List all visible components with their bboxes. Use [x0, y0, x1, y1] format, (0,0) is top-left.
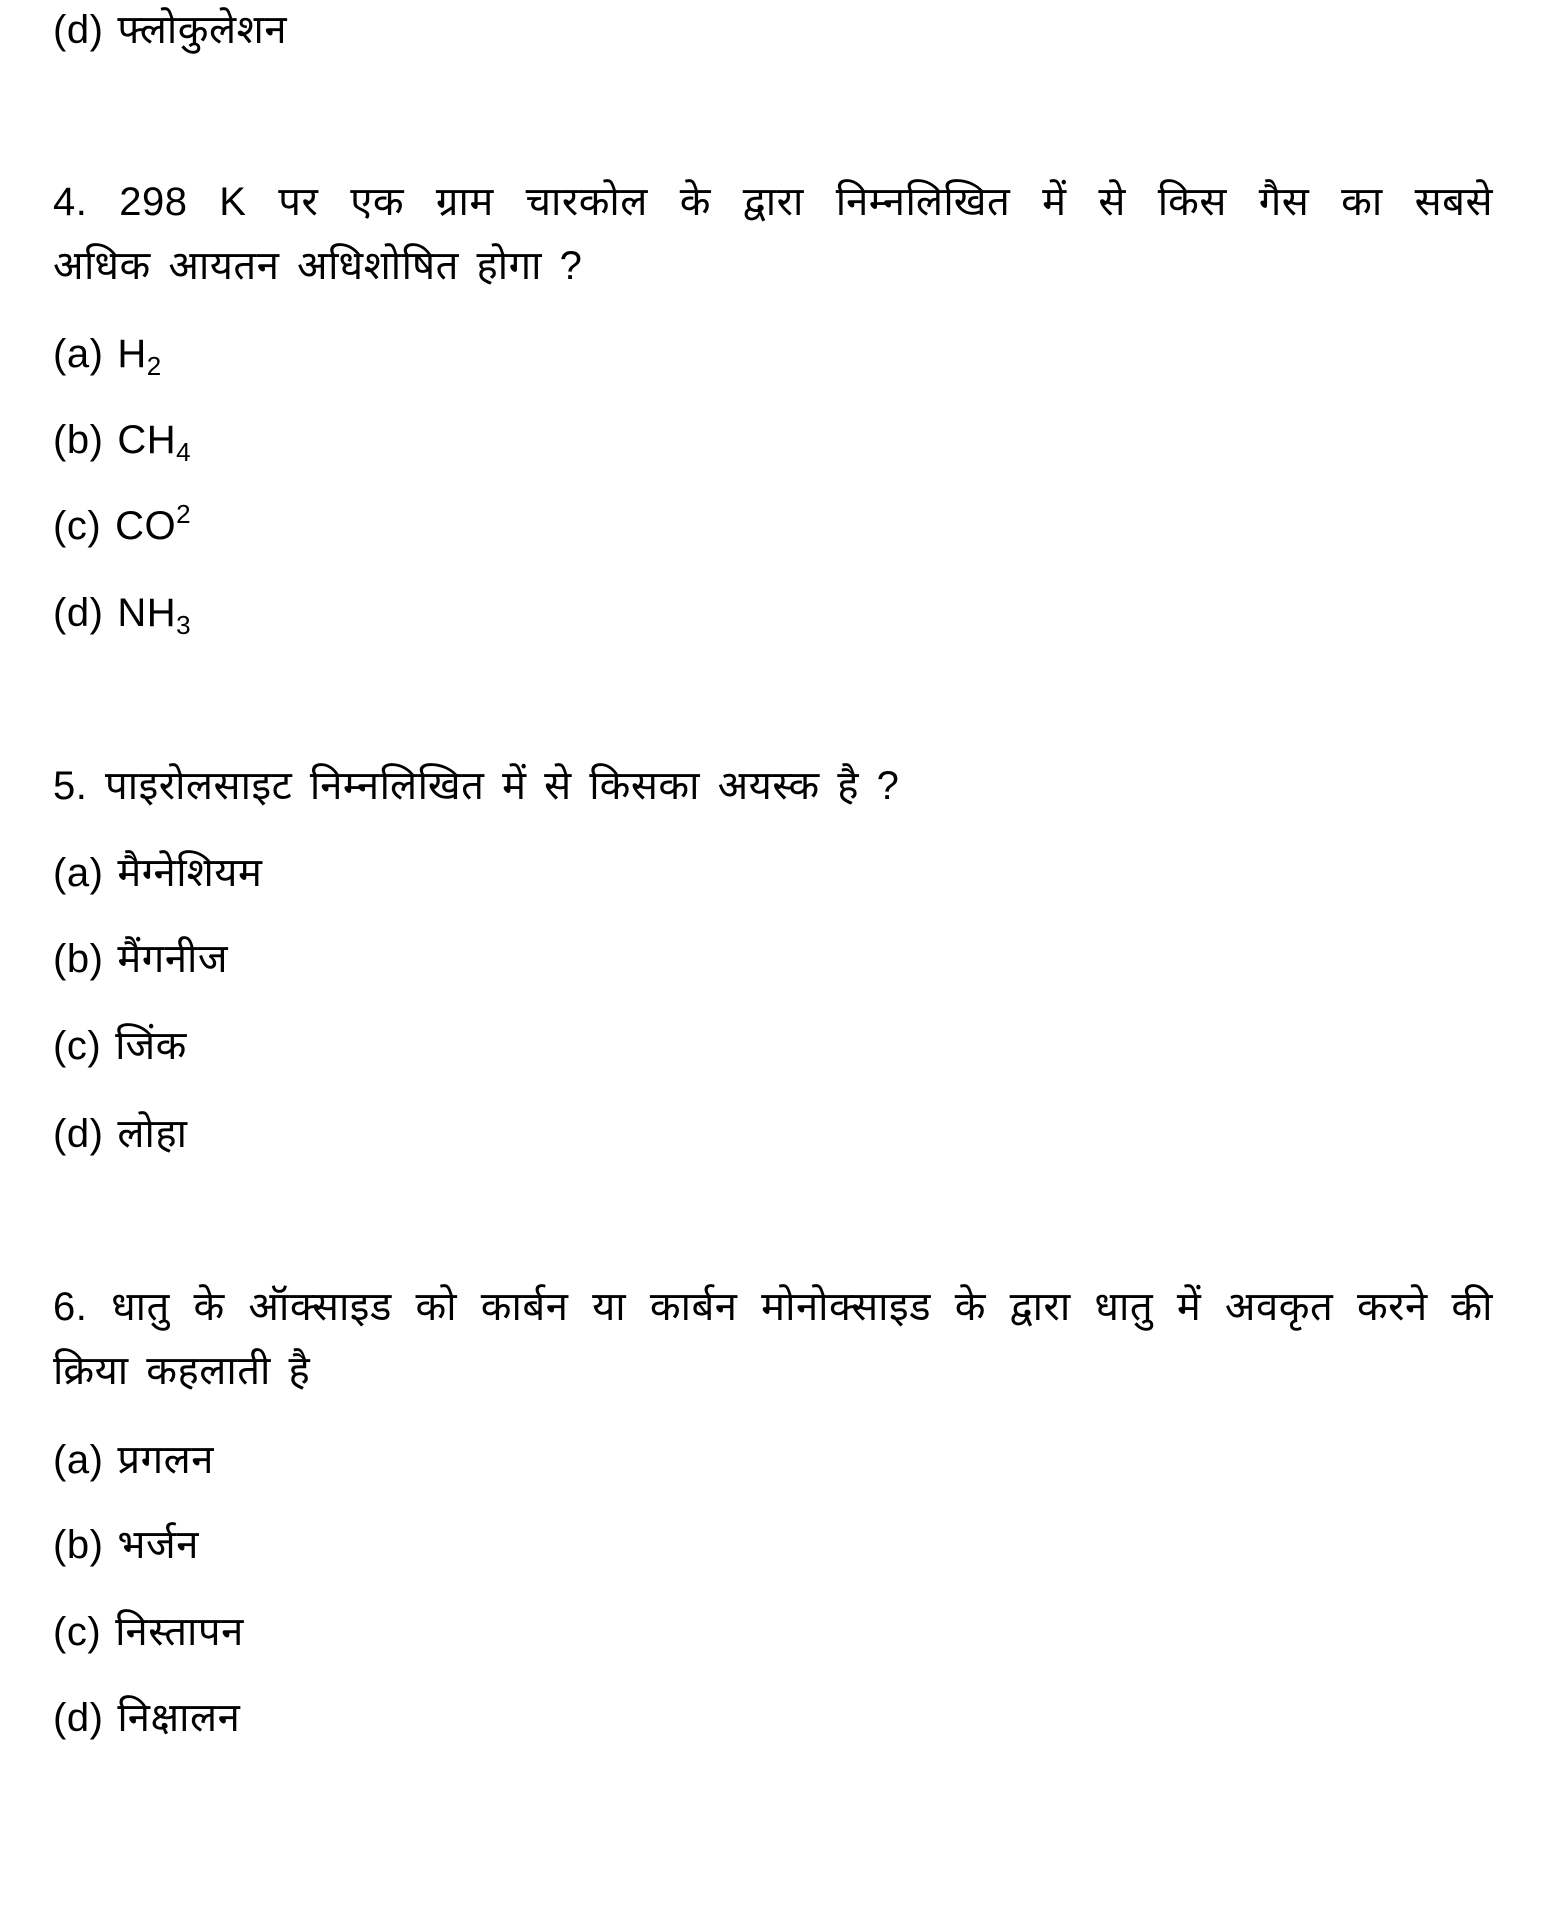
option-label: (c)	[53, 1610, 102, 1654]
option-label: (c)	[53, 504, 102, 548]
option-text: लोहा	[117, 1112, 188, 1156]
option-text: निस्तापन	[115, 1610, 244, 1654]
option-label: (b)	[53, 937, 104, 981]
question-5-option-b	[53, 935, 228, 983]
question-text: धातु के ऑक्साइड को कार्बन या कार्बन मोनोक्साइड के द्वारा धातु में अवकृत करने की	[111, 1285, 1493, 1329]
question-text: 298 K पर एक ग्राम चारकोल के द्वारा निम्नलिखित में से किस गैस का सबसे	[119, 180, 1493, 224]
question-6-text-line2: क्रिया कहलाती है	[53, 1349, 311, 1393]
option-text: मैग्नेशियम	[117, 851, 263, 895]
question-4-option-b	[53, 416, 192, 467]
option-text: मैंगनीज	[117, 937, 229, 981]
formula-base: CH	[117, 418, 177, 462]
option-label: (d)	[53, 591, 104, 635]
question-text: पाइरोलसाइट निम्नलिखित में से किसका अयस्क है ?	[104, 764, 900, 808]
option-label: (b)	[53, 1523, 104, 1567]
option-label: (d)	[53, 1696, 104, 1740]
question-6-option-c	[53, 1608, 244, 1656]
formula-base: H	[117, 332, 147, 376]
option-text: फ्लोकुलेशन	[117, 8, 288, 52]
question-number: 6.	[53, 1285, 88, 1329]
option-label: (c)	[53, 1024, 102, 1068]
question-4-text-line1	[53, 178, 1493, 226]
question-number: 4.	[53, 180, 88, 224]
formula-subscript: 2	[146, 351, 162, 381]
question-6-option-d	[53, 1694, 240, 1742]
question-5-option-c	[53, 1022, 187, 1070]
option-d-previous-question	[53, 6, 287, 54]
option-label: (b)	[53, 418, 104, 462]
option-text: प्रगलन	[117, 1438, 214, 1482]
formula-base: NH	[117, 591, 177, 635]
question-4-option-c	[53, 499, 192, 550]
option-text: निक्षालन	[117, 1696, 241, 1740]
option-label: (a)	[53, 332, 104, 376]
question-5-text	[53, 762, 1493, 810]
question-5-option-d	[53, 1110, 187, 1158]
question-6-option-b	[53, 1521, 199, 1569]
question-6-option-a	[53, 1436, 214, 1484]
formula-subscript: 3	[176, 610, 192, 640]
option-label: (d)	[53, 1112, 104, 1156]
question-4-option-d	[53, 589, 192, 640]
option-text: जिंक	[115, 1024, 187, 1068]
option-label: (a)	[53, 851, 104, 895]
option-label: (a)	[53, 1438, 104, 1482]
question-4-option-a	[53, 330, 162, 381]
formula-base: CO	[115, 504, 177, 548]
option-label: (d)	[53, 8, 104, 52]
question-5-option-a	[53, 849, 262, 897]
question-4-text-line2: अधिक आयतन अधिशोषित होगा ?	[53, 244, 583, 288]
question-6-text-line1	[53, 1283, 1493, 1331]
question-number: 5.	[53, 764, 88, 808]
formula-subscript: 4	[176, 437, 192, 467]
formula-superscript: 2	[176, 499, 192, 529]
option-text: भर्जन	[117, 1523, 199, 1567]
